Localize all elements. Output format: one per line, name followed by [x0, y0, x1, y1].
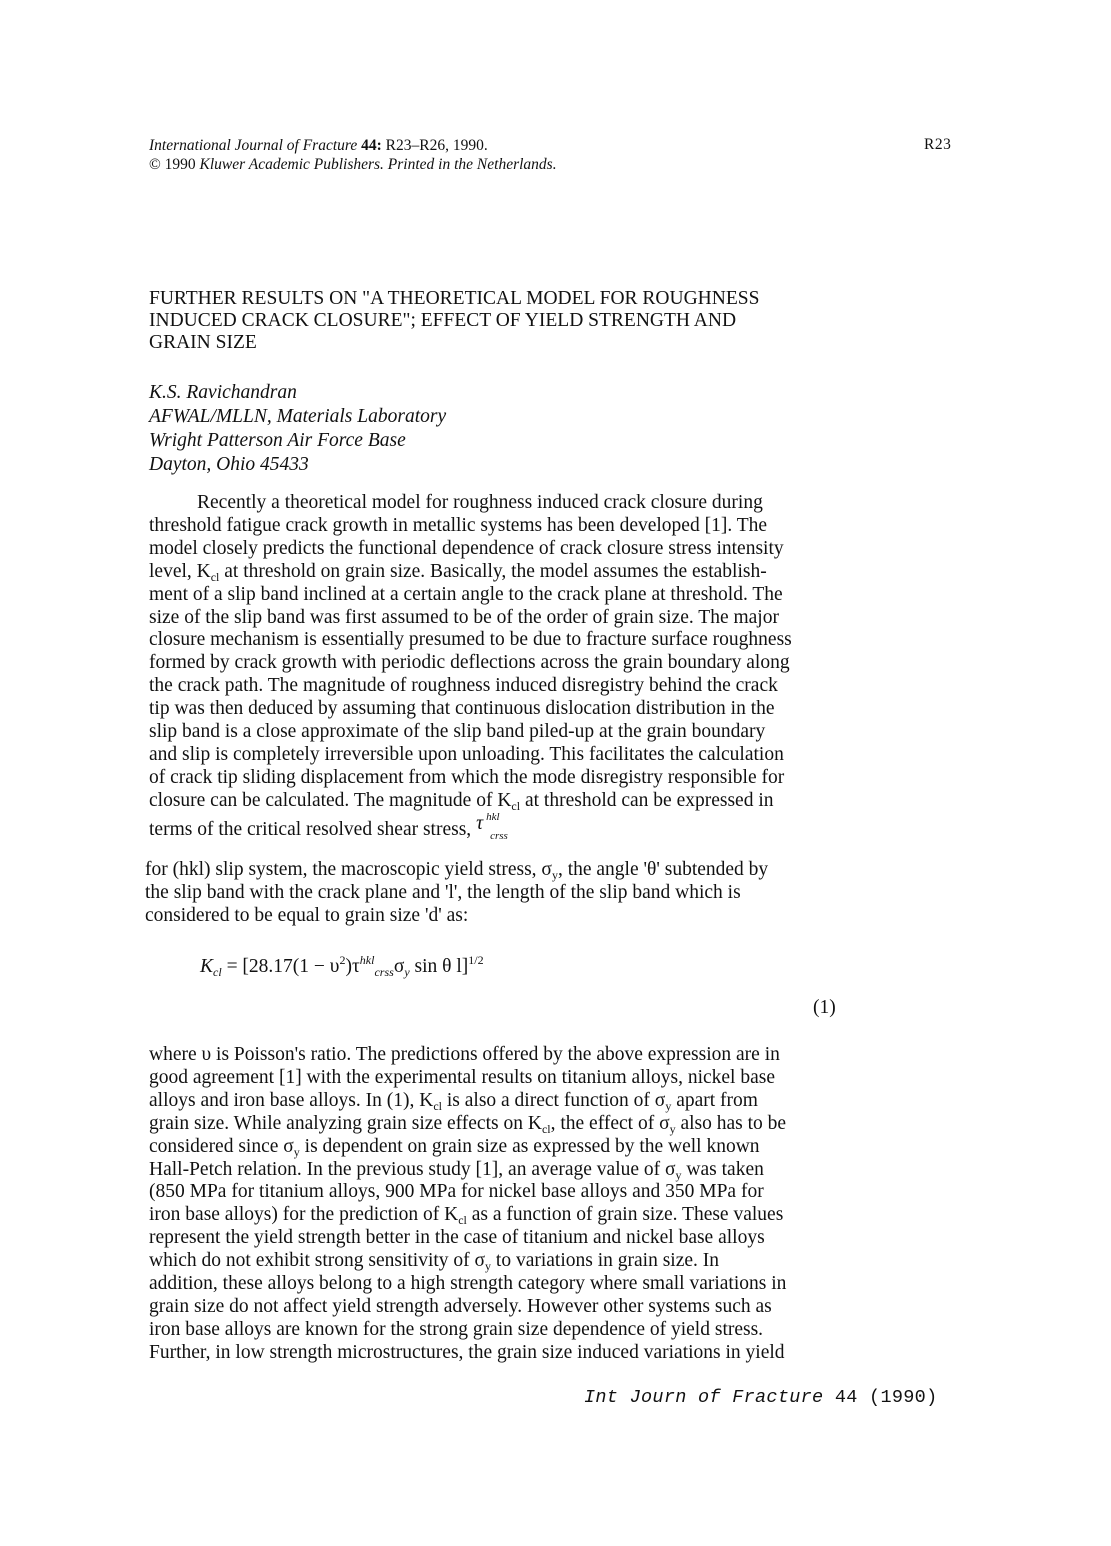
page-number: R23 — [924, 136, 952, 153]
subscript: cl — [458, 1213, 467, 1228]
page-footer — [584, 1387, 937, 1408]
subscript: y — [675, 1167, 682, 1182]
text-span: Hall-Petch relation. In the previous study [1], an average value of σ — [149, 1158, 676, 1180]
text-span: considered since σ — [149, 1135, 294, 1157]
text-line: closure mechanism is essentially presumed to be due to fracture surface roughness — [149, 629, 792, 651]
subscript: crss — [490, 829, 508, 842]
journal-pages-year: R23–R26, 1990. — [381, 137, 488, 154]
subscript: y — [485, 1259, 492, 1274]
text-line — [149, 1090, 909, 1113]
footer-journal: Int Journ of Fracture — [584, 1387, 824, 1408]
equation-part: )τ — [345, 956, 360, 977]
publisher-text: Kluwer Academic Publishers. Printed in the Netherlands. — [199, 156, 557, 173]
subscript: crss — [374, 965, 394, 979]
text-line: slip band is a close approximate of the slip band piled-up at the grain boundary — [149, 721, 766, 743]
text-span: was taken — [681, 1158, 764, 1180]
text-span: for (hkl) slip system, the macroscopic yield stress, σ — [145, 859, 552, 880]
text-line: of crack tip sliding displacement from which the mode disregistry responsible for — [149, 766, 785, 788]
text-line: iron base alloys are known for the strong grain size dependence of yield stress. — [149, 1318, 764, 1340]
subscript: cl — [210, 569, 220, 584]
text-span: as a function of grain size. These values — [466, 1204, 784, 1226]
journal-volume: 44: — [361, 137, 382, 154]
text-span: also has to be — [675, 1112, 787, 1134]
text-line: good agreement [1] with the experimental results on titanium alloys, nickel base — [149, 1066, 775, 1088]
subscript: cl — [433, 1098, 442, 1113]
text-line — [149, 1250, 909, 1273]
equation-lhs: K — [200, 956, 214, 977]
text-line — [149, 1204, 909, 1227]
subscript: y — [665, 1098, 672, 1113]
paper-title — [149, 288, 759, 354]
text-line: size of the slip band was first assumed to be of the order of grain size. The major — [149, 606, 779, 628]
paragraph-discussion — [149, 1044, 909, 1365]
text-line — [145, 859, 905, 882]
text-line: represent the yield strength better in the case of titanium and nickel base alloys — [149, 1227, 765, 1249]
text-line: where υ is Poisson's ratio. The predictions offered by the above expression are in — [149, 1044, 780, 1065]
text-span: is also a direct function of σ — [441, 1089, 666, 1111]
citation-line — [149, 136, 557, 155]
title-line: GRAIN SIZE — [149, 332, 257, 353]
text-line: the slip band with the crack plane and 'l', the length of the slip band which is — [145, 881, 741, 903]
text-span: terms of the critical resolved shear stress, — [149, 818, 477, 840]
superscript: 2 — [339, 953, 346, 967]
text-line: ment of a slip band inclined at a certain angle to the crack plane at threshold. The — [149, 583, 783, 605]
author-address: Dayton, Ohio 45433 — [149, 454, 309, 475]
text-line — [149, 1136, 909, 1159]
tau-glyph: τ — [476, 812, 484, 834]
subscript: cl — [541, 1121, 551, 1136]
text-line — [149, 1159, 909, 1182]
equation-part: σ — [393, 956, 405, 977]
superscript: hkl — [486, 810, 500, 823]
text-span: , the effect of σ — [550, 1112, 670, 1134]
author-block — [149, 381, 446, 477]
superscript: 1/2 — [468, 953, 484, 967]
superscript: hkl — [359, 953, 375, 967]
text-span: to variations in grain size. In — [491, 1250, 720, 1272]
paragraph-intro — [149, 492, 909, 842]
text-line — [149, 790, 909, 813]
text-span: at threshold can be expressed in — [520, 789, 774, 811]
subscript: y — [551, 868, 558, 882]
text-line: Recently a theoretical model for roughness induced crack closure during — [197, 492, 763, 513]
equation-part: sin θ l] — [409, 956, 469, 977]
text-line: and slip is completely irreversible upon unloading. This facilitates the calculation — [149, 743, 784, 765]
subscript: y — [404, 965, 410, 979]
text-span: level, K — [149, 560, 211, 582]
subscript: y — [293, 1144, 300, 1159]
text-line: Further, in low strength microstructures, the grain size induced variations in yield — [149, 1341, 785, 1363]
text-line — [149, 810, 909, 842]
copyright-mark: © 1990 — [149, 156, 196, 173]
footer-volume-year: 44 (1990) — [823, 1387, 938, 1408]
journal-name: International Journal of Fracture — [149, 137, 358, 154]
title-line: FURTHER RESULTS ON "A THEORETICAL MODEL FOR ROUGHNESS — [149, 288, 760, 309]
text-line: formed by crack growth with periodic deflections across the grain boundary along — [149, 652, 790, 674]
text-span: apart from — [671, 1089, 758, 1111]
text-span: is dependent on grain size as expressed by the well known — [299, 1135, 760, 1157]
text-span: , the angle 'θ' subtended by — [557, 859, 769, 880]
text-span: iron base alloys) for the prediction of K — [149, 1204, 459, 1226]
author-affiliation: AFWAL/MLLN, Materials Laboratory — [149, 406, 447, 427]
text-line: tip was then deduced by assuming that continuous dislocation distribution in the — [149, 698, 775, 720]
author-name: K.S. Ravichandran — [149, 382, 297, 403]
text-line: addition, these alloys belong to a high strength category where small variations in — [149, 1273, 787, 1295]
text-line — [149, 1113, 909, 1136]
paragraph-continuation — [145, 859, 905, 928]
tau-crss-symbol — [476, 810, 518, 842]
text-line: considered to be equal to grain size 'd' as: — [145, 904, 469, 926]
author-affiliation: Wright Patterson Air Force Base — [149, 430, 406, 451]
copyright-line — [149, 155, 557, 174]
text-span: closure can be calculated. The magnitude of K — [149, 789, 512, 811]
equation-kcl — [200, 953, 484, 979]
title-line: INDUCED CRACK CLOSURE"; EFFECT OF YIELD STRENGTH AND — [149, 310, 737, 331]
text-span: grain size. While analyzing grain size effects on K — [149, 1112, 542, 1134]
text-line: model closely predicts the functional dependence of crack closure stress intensity — [149, 537, 784, 559]
text-line: grain size do not affect yield strength adversely. However other systems such as — [149, 1295, 772, 1317]
equation-number: (1) — [813, 997, 836, 1018]
text-line: threshold fatigue crack growth in metallic systems has been developed [1]. The — [149, 514, 768, 536]
text-span: which do not exhibit strong sensitivity of σ — [149, 1250, 486, 1272]
text-span: at threshold on grain size. Basically, the model assumes the establish- — [219, 560, 767, 582]
text-line — [149, 561, 909, 584]
subscript: y — [669, 1121, 676, 1136]
equation-part: = [28.17(1 − υ — [221, 956, 340, 977]
subscript: cl — [213, 965, 222, 979]
text-line: the crack path. The magnitude of roughness induced disregistry behind the crack — [149, 675, 778, 697]
text-span: alloys and iron base alloys. In (1), K — [149, 1089, 434, 1111]
subscript: cl — [511, 798, 521, 813]
journal-header — [149, 136, 557, 174]
text-line: (850 MPa for titanium alloys, 900 MPa for nickel base alloys and 350 MPa for — [149, 1181, 764, 1203]
